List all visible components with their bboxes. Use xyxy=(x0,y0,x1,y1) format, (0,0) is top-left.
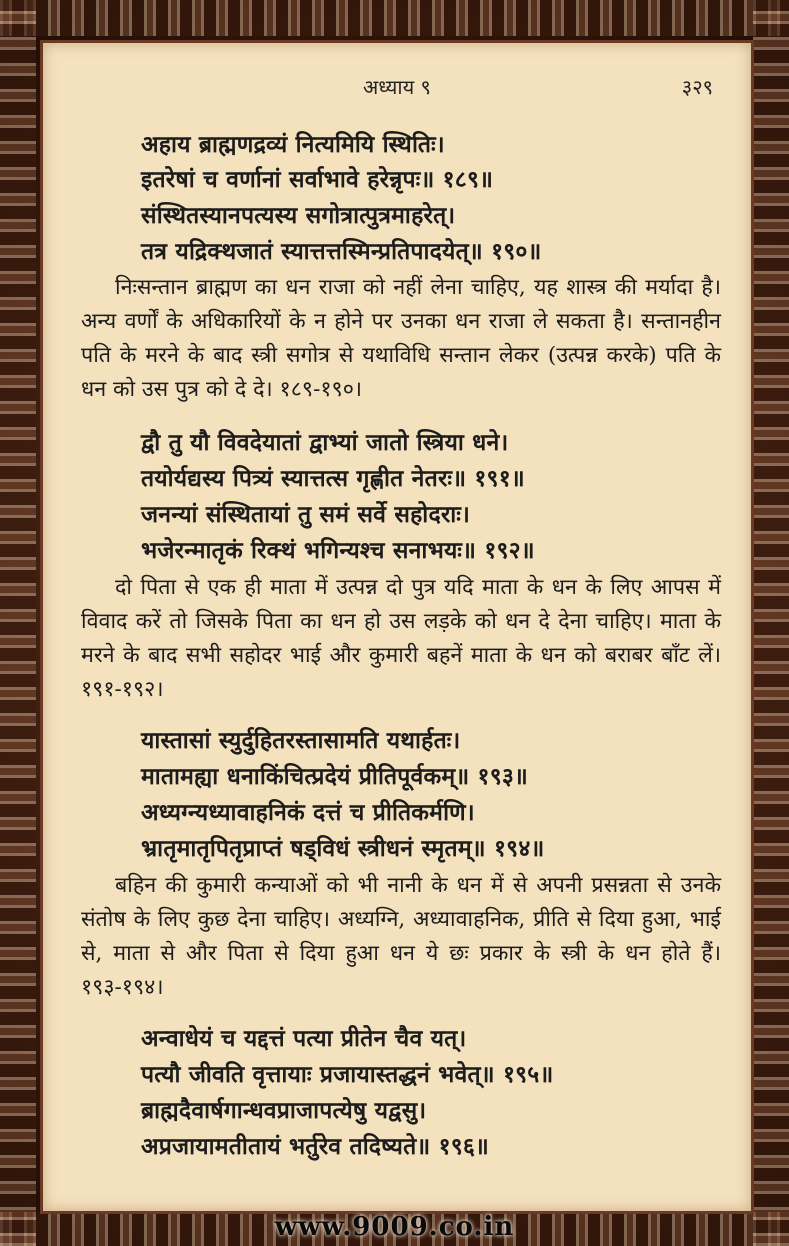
paragraph-text: दो पिता से एक ही माता में उत्पन्न दो पुत्र यदि माता के धन के लिए आपस में विवाद करें तो जिसके पिता का धन हो उस लड़के को धन दे देना चाहिए। माता के मरने के बाद सभी सहोदर भाई और कुमारी बहनें माता के धन को बराबर बाँट लें। १९१-१९२। xyxy=(81,575,721,702)
verse-line: संस्थितस्यानपत्यस्य सगोत्रात्पुत्रमाहरेत्। xyxy=(141,202,456,229)
verse-line: तत्र यद्रिक्थजातं स्यात्तत्तस्मिन्प्रतिपादयेत्॥ १९०॥ xyxy=(141,238,542,265)
verse-line: इतरेषां च वर्णानां सर्वाभावे हरेन्नृपः॥ १८९॥ xyxy=(141,166,494,193)
verse-line: पत्यौ जीवति वृत्तायाः प्रजायास्तद्धनं भवेत्॥ १९५॥ xyxy=(141,1061,554,1088)
translation-paragraph xyxy=(81,869,721,1005)
border-left-ornament xyxy=(0,0,36,1246)
verse-line: जनन्यां संस्थितायां तु समं सर्वे सहोदराः। xyxy=(141,501,471,528)
verse-line: अहाय ब्राह्मणद्रव्यं नित्यमियि स्थितिः। xyxy=(141,131,445,158)
verse-line: भजेरन्मातृकं रिक्थं भगिन्यश्च सनाभयः॥ १९२॥ xyxy=(141,537,535,564)
translation-paragraph xyxy=(81,271,721,407)
page-header xyxy=(43,73,751,101)
website-watermark: www.9009.co.in xyxy=(274,1212,515,1242)
verse-line: अप्रजायामतीतायं भर्तुरेव तदिष्यते॥ १९६॥ xyxy=(141,1133,490,1160)
verse-line: अध्यग्न्यध्यावाहनिकं दत्तं च प्रीतिकर्मणि। xyxy=(141,799,475,826)
border-top-ornament xyxy=(0,0,789,36)
verse-line: यास्तासां स्युर्दुहितरस्तासामति यथार्हतः। xyxy=(141,727,461,754)
verse-line: भ्रातृमातृपितृप्राप्तं षड्विधं स्त्रीधनं स्मृतम्॥ १९४॥ xyxy=(141,835,545,862)
border-right-ornament xyxy=(753,0,789,1246)
verse-line: मातामह्या धनाकिंचित्प्रदेयं प्रीतिपूर्वकम्॥ १९३॥ xyxy=(141,763,528,790)
paragraph-text: निःसन्तान ब्राह्मण का धन राजा को नहीं लेना चाहिए, यह शास्त्र की मर्यादा है। अन्य वर्णों के अधिकारियों के न होने पर उनका धन राजा ले सकता है। सन्तानहीन पति के मरने के बाद स्त्री सगोत्र से यथाविधि सन्तान लेकर (उत्पन्न करके) पति के धन को उस पुत्र को दे दे। १८९-१९०। xyxy=(81,275,721,402)
verse-line: अन्वाधेयं च यद्दत्तं पत्या प्रीतेन चैव यत्। xyxy=(141,1025,467,1052)
text-page xyxy=(40,40,754,1214)
verse-line: ब्राह्मदैवार्षगान्धवप्राजापत्येषु यद्वसु। xyxy=(141,1097,427,1124)
page-number: ३२९ xyxy=(681,75,713,99)
chapter-title: अध्याय ९ xyxy=(363,75,431,99)
paragraph-text: बहिन की कुमारी कन्याओं को भी नानी के धन में से अपनी प्रसन्नता से उनके संतोष के लिए कुछ देना चाहिए। अध्यग्नि, अध्यावाहनिक, प्रीति से दिया हुआ, भाई से, माता से और पिता से दिया हुआ धन ये छः प्रकार के स्त्री के धन होते हैं। १९३-१९४। xyxy=(81,873,721,1000)
verse-line: तयोर्यद्यस्य पित्र्यं स्यात्तत्स गृह्णीत नेतरः॥ १९१॥ xyxy=(141,465,525,492)
translation-paragraph xyxy=(81,571,721,707)
verse-line: द्वौ तु यौ विवदेयातां द्वाभ्यां जातो स्त्रिया धने। xyxy=(141,429,509,456)
